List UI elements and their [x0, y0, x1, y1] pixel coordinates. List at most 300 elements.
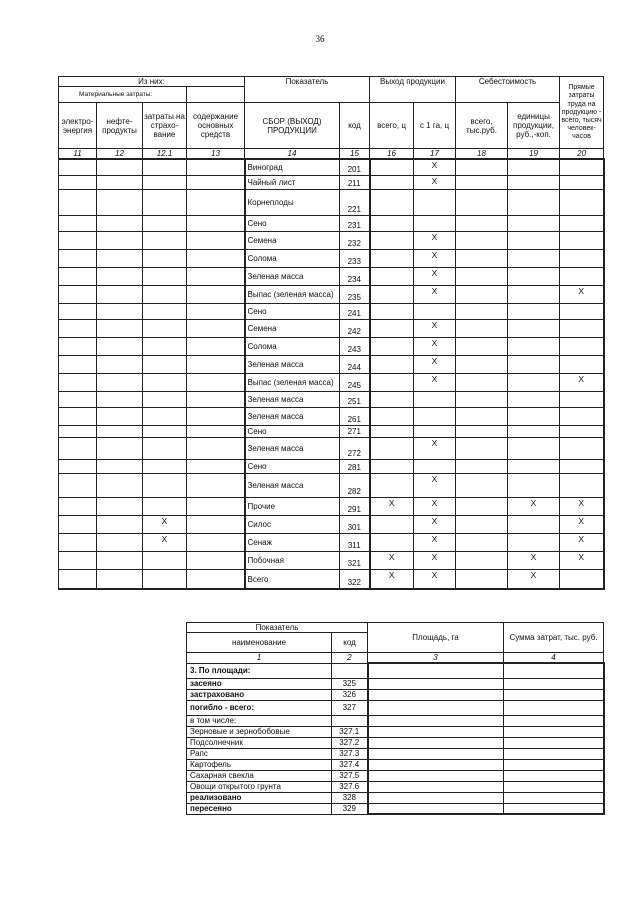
- value-cell[interactable]: [59, 303, 97, 319]
- value-cell[interactable]: [187, 319, 245, 337]
- indicator-name: Подсолнечник: [187, 737, 332, 748]
- value-cell[interactable]: X: [414, 231, 456, 249]
- indicator-name: Зеленая масса: [245, 437, 340, 459]
- value-cell[interactable]: [560, 425, 604, 437]
- value-cell[interactable]: [370, 303, 414, 319]
- value-cell[interactable]: [456, 515, 508, 533]
- value-cell[interactable]: [143, 319, 187, 337]
- value-cell[interactable]: [97, 159, 143, 175]
- value-cell[interactable]: X: [508, 497, 560, 515]
- value-cell[interactable]: [97, 285, 143, 303]
- cost-input-cell[interactable]: [504, 792, 604, 803]
- area-input-cell[interactable]: [368, 781, 504, 792]
- value-cell[interactable]: [508, 215, 560, 231]
- col-number: 3: [368, 653, 504, 664]
- cost-input-cell[interactable]: [504, 689, 604, 700]
- row-code: 244: [340, 355, 370, 373]
- value-cell[interactable]: [508, 231, 560, 249]
- value-cell[interactable]: [560, 337, 604, 355]
- cost-input-cell[interactable]: [504, 803, 604, 814]
- value-cell[interactable]: X: [414, 337, 456, 355]
- value-cell[interactable]: [59, 437, 97, 459]
- indicator-name: Выпас (зеленая масса): [245, 373, 340, 391]
- value-cell[interactable]: [59, 569, 97, 589]
- value-cell[interactable]: [414, 215, 456, 231]
- value-cell[interactable]: [560, 303, 604, 319]
- indicator-name: Выпас (зеленая масса): [245, 285, 340, 303]
- value-cell[interactable]: X: [560, 497, 604, 515]
- value-cell[interactable]: [143, 189, 187, 215]
- value-cell[interactable]: [59, 285, 97, 303]
- value-cell[interactable]: [143, 459, 187, 473]
- value-cell[interactable]: X: [414, 249, 456, 267]
- value-cell[interactable]: [143, 391, 187, 407]
- value-cell[interactable]: [456, 459, 508, 473]
- production-table: [58, 76, 605, 590]
- value-cell[interactable]: [59, 391, 97, 407]
- row-code: 201: [340, 159, 370, 175]
- value-cell[interactable]: [560, 407, 604, 425]
- area-input-cell[interactable]: [368, 748, 504, 759]
- value-cell[interactable]: [370, 391, 414, 407]
- value-cell[interactable]: [370, 355, 414, 373]
- cost-input-cell[interactable]: [504, 678, 604, 689]
- value-cell[interactable]: [508, 303, 560, 319]
- area-input-cell[interactable]: [368, 792, 504, 803]
- value-cell[interactable]: [59, 473, 97, 497]
- row-code: 235: [340, 285, 370, 303]
- value-cell[interactable]: [97, 459, 143, 473]
- row-code: 272: [340, 437, 370, 459]
- value-cell[interactable]: [97, 425, 143, 437]
- value-cell[interactable]: [97, 249, 143, 267]
- value-cell[interactable]: [59, 373, 97, 391]
- value-cell[interactable]: [143, 407, 187, 425]
- cost-input-cell[interactable]: [504, 781, 604, 792]
- row-code: 327.2: [332, 737, 368, 748]
- area-input-cell[interactable]: [368, 700, 504, 715]
- value-cell[interactable]: [187, 337, 245, 355]
- value-cell[interactable]: [97, 515, 143, 533]
- value-cell[interactable]: [97, 391, 143, 407]
- value-cell[interactable]: [508, 373, 560, 391]
- value-cell[interactable]: [370, 459, 414, 473]
- value-cell[interactable]: [560, 569, 604, 589]
- col-number: 14: [245, 149, 340, 160]
- indicator-name: Сено: [245, 425, 340, 437]
- value-cell[interactable]: [456, 533, 508, 551]
- value-cell[interactable]: [560, 189, 604, 215]
- value-cell[interactable]: [508, 319, 560, 337]
- row-code: 327.4: [332, 759, 368, 770]
- cost-input-cell[interactable]: [504, 770, 604, 781]
- value-cell[interactable]: [187, 425, 245, 437]
- value-cell[interactable]: [560, 459, 604, 473]
- value-cell[interactable]: X: [414, 355, 456, 373]
- area-input-cell[interactable]: [368, 663, 504, 678]
- value-cell[interactable]: [187, 231, 245, 249]
- value-cell[interactable]: [370, 285, 414, 303]
- value-cell[interactable]: [456, 231, 508, 249]
- value-cell[interactable]: [97, 355, 143, 373]
- value-cell[interactable]: [456, 215, 508, 231]
- value-cell[interactable]: [59, 515, 97, 533]
- value-cell[interactable]: [97, 303, 143, 319]
- value-cell[interactable]: [143, 303, 187, 319]
- value-cell[interactable]: [414, 189, 456, 215]
- value-cell[interactable]: [97, 533, 143, 551]
- row-code: 328: [332, 792, 368, 803]
- value-cell[interactable]: [97, 373, 143, 391]
- cost-input-cell[interactable]: [504, 737, 604, 748]
- value-cell[interactable]: [508, 175, 560, 189]
- value-cell[interactable]: [560, 175, 604, 189]
- value-cell[interactable]: [143, 159, 187, 175]
- value-cell[interactable]: [508, 437, 560, 459]
- value-cell[interactable]: X: [143, 533, 187, 551]
- value-cell[interactable]: [97, 189, 143, 215]
- sebest-header: Себестоимость: [456, 77, 560, 103]
- value-cell[interactable]: [59, 249, 97, 267]
- value-cell[interactable]: [560, 215, 604, 231]
- value-cell[interactable]: [370, 473, 414, 497]
- value-cell[interactable]: [508, 249, 560, 267]
- value-cell[interactable]: [97, 267, 143, 285]
- value-cell[interactable]: [97, 231, 143, 249]
- value-cell[interactable]: [508, 515, 560, 533]
- value-cell[interactable]: [187, 551, 245, 569]
- value-cell[interactable]: [456, 425, 508, 437]
- value-cell[interactable]: [59, 551, 97, 569]
- value-cell[interactable]: [187, 569, 245, 589]
- value-cell[interactable]: X: [560, 551, 604, 569]
- row-code: 211: [340, 175, 370, 189]
- row-code: 242: [340, 319, 370, 337]
- value-cell[interactable]: [414, 407, 456, 425]
- cost-input-cell[interactable]: [504, 748, 604, 759]
- value-cell[interactable]: [97, 337, 143, 355]
- value-cell[interactable]: [560, 391, 604, 407]
- indicator-name: Зеленая масса: [245, 267, 340, 285]
- value-cell[interactable]: [508, 473, 560, 497]
- value-cell[interactable]: [370, 215, 414, 231]
- value-cell[interactable]: [560, 159, 604, 175]
- value-cell[interactable]: [508, 285, 560, 303]
- value-cell[interactable]: X: [370, 569, 414, 589]
- value-cell[interactable]: [508, 267, 560, 285]
- cost-input-cell[interactable]: [504, 715, 604, 726]
- value-cell[interactable]: [508, 159, 560, 175]
- value-cell[interactable]: [59, 319, 97, 337]
- value-cell[interactable]: X: [560, 373, 604, 391]
- value-cell[interactable]: [59, 407, 97, 425]
- value-cell[interactable]: [143, 285, 187, 303]
- value-cell[interactable]: [370, 437, 414, 459]
- value-cell[interactable]: [370, 373, 414, 391]
- value-cell[interactable]: [456, 159, 508, 175]
- table-row: [59, 533, 604, 551]
- value-cell[interactable]: [187, 215, 245, 231]
- table-row: [187, 803, 604, 814]
- value-cell[interactable]: [187, 267, 245, 285]
- value-cell[interactable]: [143, 231, 187, 249]
- value-cell[interactable]: [97, 569, 143, 589]
- value-cell[interactable]: [59, 215, 97, 231]
- value-cell[interactable]: [143, 337, 187, 355]
- value-cell[interactable]: [370, 425, 414, 437]
- value-cell[interactable]: X: [414, 373, 456, 391]
- value-cell[interactable]: [560, 267, 604, 285]
- value-cell[interactable]: [187, 497, 245, 515]
- col-number: 19: [508, 149, 560, 160]
- value-cell[interactable]: X: [508, 551, 560, 569]
- value-cell[interactable]: X: [508, 569, 560, 589]
- value-cell[interactable]: [370, 515, 414, 533]
- ploschad-header: Площадь, га: [368, 623, 504, 653]
- value-cell[interactable]: [370, 189, 414, 215]
- value-cell[interactable]: [187, 159, 245, 175]
- table-row: [59, 189, 604, 215]
- row-code: 221: [340, 189, 370, 215]
- value-cell[interactable]: [97, 407, 143, 425]
- value-cell[interactable]: [508, 337, 560, 355]
- value-cell[interactable]: [59, 533, 97, 551]
- value-cell[interactable]: [370, 267, 414, 285]
- row-code: 233: [340, 249, 370, 267]
- value-cell[interactable]: [59, 425, 97, 437]
- value-cell[interactable]: X: [560, 515, 604, 533]
- value-cell[interactable]: [187, 459, 245, 473]
- value-cell[interactable]: [456, 303, 508, 319]
- value-cell[interactable]: [143, 215, 187, 231]
- value-cell[interactable]: [97, 437, 143, 459]
- value-cell[interactable]: X: [414, 551, 456, 569]
- value-cell[interactable]: X: [414, 267, 456, 285]
- value-cell[interactable]: [97, 473, 143, 497]
- indicator-name: Зерновые и зернобобовые: [187, 726, 332, 737]
- area-input-cell[interactable]: [368, 770, 504, 781]
- indicator-name: Рапс: [187, 748, 332, 759]
- area-input-cell[interactable]: [368, 715, 504, 726]
- value-cell[interactable]: [187, 285, 245, 303]
- value-cell[interactable]: [97, 497, 143, 515]
- value-cell[interactable]: [456, 551, 508, 569]
- value-cell[interactable]: [414, 425, 456, 437]
- value-cell[interactable]: X: [370, 551, 414, 569]
- value-cell[interactable]: [456, 373, 508, 391]
- area-input-cell[interactable]: [368, 678, 504, 689]
- area-input-cell[interactable]: [368, 803, 504, 814]
- value-cell[interactable]: [59, 267, 97, 285]
- value-cell[interactable]: [456, 285, 508, 303]
- value-cell[interactable]: [187, 175, 245, 189]
- value-cell[interactable]: [370, 407, 414, 425]
- indicator-name: Солома: [245, 337, 340, 355]
- value-cell[interactable]: [370, 319, 414, 337]
- value-cell[interactable]: [508, 533, 560, 551]
- col-number: 13: [187, 149, 245, 160]
- table-row: [187, 663, 604, 678]
- value-cell[interactable]: [187, 355, 245, 373]
- area-input-cell[interactable]: [368, 726, 504, 737]
- cost-input-cell[interactable]: [504, 663, 604, 678]
- table-row: [59, 425, 604, 437]
- area-input-cell[interactable]: [368, 689, 504, 700]
- value-cell[interactable]: [370, 337, 414, 355]
- indicator-name: погибло - всего:: [187, 700, 332, 715]
- value-cell[interactable]: [370, 159, 414, 175]
- value-cell[interactable]: [456, 569, 508, 589]
- value-cell[interactable]: [97, 215, 143, 231]
- value-cell[interactable]: [456, 391, 508, 407]
- value-cell[interactable]: [59, 337, 97, 355]
- table-row: [59, 175, 604, 189]
- value-cell[interactable]: [143, 267, 187, 285]
- value-cell[interactable]: [560, 231, 604, 249]
- value-cell[interactable]: [508, 189, 560, 215]
- sbor-header: СБОР (ВЫХОД) ПРОДУКЦИИ: [245, 103, 340, 149]
- value-cell[interactable]: [187, 189, 245, 215]
- value-cell[interactable]: X: [414, 175, 456, 189]
- value-cell[interactable]: [414, 303, 456, 319]
- value-cell[interactable]: [59, 231, 97, 249]
- indicator-name: Зеленая масса: [245, 407, 340, 425]
- table-row: [59, 355, 604, 373]
- value-cell[interactable]: X: [414, 159, 456, 175]
- value-cell[interactable]: X: [560, 533, 604, 551]
- value-cell[interactable]: [370, 249, 414, 267]
- value-cell[interactable]: [560, 249, 604, 267]
- value-cell[interactable]: [456, 337, 508, 355]
- value-cell[interactable]: [143, 175, 187, 189]
- value-cell[interactable]: [59, 355, 97, 373]
- value-cell[interactable]: [187, 373, 245, 391]
- table-row: [187, 700, 604, 715]
- value-cell[interactable]: [143, 497, 187, 515]
- area-input-cell[interactable]: [368, 759, 504, 770]
- col-number: 4: [504, 653, 604, 664]
- value-cell[interactable]: [508, 355, 560, 373]
- value-cell[interactable]: X: [414, 319, 456, 337]
- area-input-cell[interactable]: [368, 737, 504, 748]
- indicator-name: реализовано: [187, 792, 332, 803]
- cost-input-cell[interactable]: [504, 726, 604, 737]
- col-number: 18: [456, 149, 508, 160]
- value-cell[interactable]: [143, 373, 187, 391]
- table-row: [59, 159, 604, 175]
- cost-input-cell[interactable]: [504, 759, 604, 770]
- table-row: [59, 473, 604, 497]
- value-cell[interactable]: [508, 407, 560, 425]
- value-cell[interactable]: [187, 533, 245, 551]
- value-cell[interactable]: X: [414, 515, 456, 533]
- value-cell[interactable]: [143, 473, 187, 497]
- value-cell[interactable]: [187, 437, 245, 459]
- value-cell[interactable]: [59, 189, 97, 215]
- value-cell[interactable]: [143, 551, 187, 569]
- cost-input-cell[interactable]: [504, 700, 604, 715]
- value-cell[interactable]: [456, 497, 508, 515]
- indicator-name: засеяно: [187, 678, 332, 689]
- value-cell[interactable]: X: [370, 497, 414, 515]
- value-cell[interactable]: [59, 175, 97, 189]
- value-cell[interactable]: [560, 437, 604, 459]
- value-cell[interactable]: [456, 473, 508, 497]
- value-cell[interactable]: [456, 437, 508, 459]
- value-cell[interactable]: [508, 391, 560, 407]
- value-cell[interactable]: X: [414, 533, 456, 551]
- value-cell[interactable]: [508, 459, 560, 473]
- value-cell[interactable]: [187, 407, 245, 425]
- value-cell[interactable]: [59, 159, 97, 175]
- row-code: 329: [332, 803, 368, 814]
- value-cell[interactable]: [456, 319, 508, 337]
- value-cell[interactable]: [370, 533, 414, 551]
- value-cell[interactable]: [143, 569, 187, 589]
- value-cell[interactable]: [187, 515, 245, 533]
- value-cell[interactable]: [414, 459, 456, 473]
- value-cell[interactable]: X: [414, 497, 456, 515]
- value-cell[interactable]: [456, 407, 508, 425]
- value-cell[interactable]: [456, 175, 508, 189]
- table-row: [187, 726, 604, 737]
- indicator-name: Семена: [245, 319, 340, 337]
- value-cell[interactable]: X: [414, 437, 456, 459]
- value-cell[interactable]: [143, 355, 187, 373]
- value-cell[interactable]: X: [560, 285, 604, 303]
- value-cell[interactable]: [508, 425, 560, 437]
- value-cell[interactable]: [143, 437, 187, 459]
- value-cell[interactable]: [414, 391, 456, 407]
- value-cell[interactable]: [456, 355, 508, 373]
- pokazatel-header: Показатель: [245, 77, 370, 103]
- value-cell[interactable]: [59, 459, 97, 473]
- value-cell[interactable]: [456, 267, 508, 285]
- value-cell[interactable]: [456, 249, 508, 267]
- value-cell[interactable]: [560, 355, 604, 373]
- value-cell[interactable]: X: [143, 515, 187, 533]
- value-cell[interactable]: [143, 425, 187, 437]
- value-cell[interactable]: [370, 231, 414, 249]
- elektro-header: электро-энергия: [59, 103, 97, 149]
- column-numbers-row: [59, 149, 604, 160]
- value-cell[interactable]: [187, 303, 245, 319]
- indicator-name: Зеленая масса: [245, 355, 340, 373]
- col-number: 12: [97, 149, 143, 160]
- material-header: Материальные затраты:: [59, 87, 187, 103]
- value-cell[interactable]: [59, 497, 97, 515]
- row-code: [332, 663, 368, 678]
- value-cell[interactable]: [187, 391, 245, 407]
- row-code: 326: [332, 689, 368, 700]
- value-cell[interactable]: [560, 319, 604, 337]
- table-row: [187, 678, 604, 689]
- value-cell[interactable]: [187, 473, 245, 497]
- value-cell[interactable]: [97, 319, 143, 337]
- value-cell[interactable]: [97, 175, 143, 189]
- indicator-name: Сено: [245, 215, 340, 231]
- value-cell[interactable]: [187, 249, 245, 267]
- value-cell[interactable]: [560, 473, 604, 497]
- value-cell[interactable]: [456, 189, 508, 215]
- value-cell[interactable]: [143, 249, 187, 267]
- value-cell[interactable]: X: [414, 473, 456, 497]
- value-cell[interactable]: [370, 175, 414, 189]
- value-cell[interactable]: X: [414, 569, 456, 589]
- value-cell[interactable]: [97, 551, 143, 569]
- value-cell[interactable]: X: [414, 285, 456, 303]
- table-row: [187, 770, 604, 781]
